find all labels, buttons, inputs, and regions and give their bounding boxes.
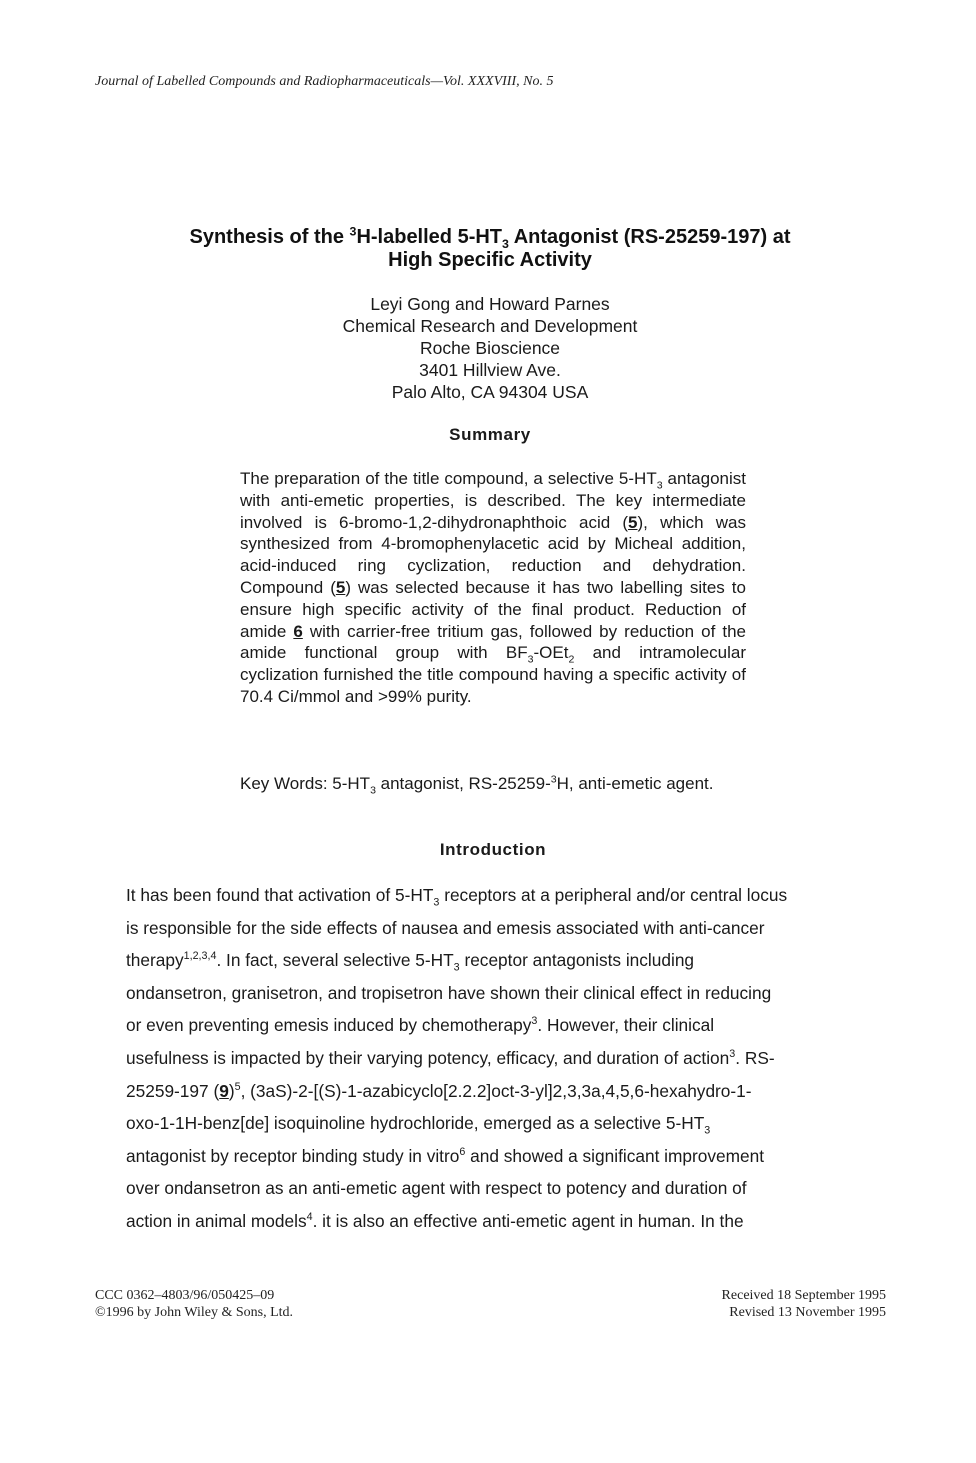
compound-ref: 5: [628, 512, 638, 532]
paper-title: [110, 226, 870, 272]
intro-line: 25259-197 $(9)^5$, (3aS)-2-[(S)-1-azabicyclo[2.2.2]oct-3-yl]2,3,3a,4,5,6-hexahydro-1-: [126, 1080, 752, 1101]
author-block: [290, 293, 690, 403]
journal-header: Journal of Labelled Compounds and Radiopharmaceuticals—Vol. XXXVIII, No. 5: [95, 74, 554, 89]
summary-heading: Summary: [449, 425, 531, 444]
intro-line: therapy$^{1,2,3,4}$. In fact, several selective $5-HT_3$ receptor antagonists including: [126, 950, 695, 974]
compound-ref: 5: [335, 577, 346, 597]
title-text-1: Synthesis of the: [189, 226, 350, 248]
compound-ref: 6: [293, 621, 303, 641]
received-date: Received 18 September 1995: [721, 1288, 886, 1303]
ccc-code: CCC 0362–4803/96/050425–09: [95, 1288, 275, 1303]
title-subscript: 3: [502, 237, 509, 251]
intro-line: usefulness is impacted by their varying potency, efficacy, and duration of action$^3$. RS-: [126, 1047, 775, 1068]
title-text-2: H-labelled 5-HT: [356, 226, 503, 248]
author-names: Leyi Gong and Howard Parnes: [370, 294, 610, 314]
intro-line: or even preventing emesis induced by chemotherapy$^3$. However, their clinical: [126, 1015, 715, 1036]
footer-dates-block: [722, 1287, 886, 1321]
compound-ref: 9: [219, 1080, 229, 1101]
affiliation-line: Palo Alto, CA 94304 USA: [391, 382, 589, 402]
revised-date: Revised 13 November 1995: [729, 1305, 886, 1320]
intro-line: ondansetron, granisetron, and tropisetron have shown their clinical effect in reducing: [126, 982, 772, 1003]
affiliation-line: Roche Bioscience: [419, 338, 561, 358]
introduction-heading: Introduction: [439, 840, 547, 859]
affiliation-line: 3401 Hillview Ave.: [419, 360, 561, 380]
title-line-1: [110, 226, 870, 249]
key-words: Key Words: $5-HT_3$ antagonist, RS-25259-$^3$H, anti-emetic agent.: [240, 773, 714, 797]
intro-line: oxo-1-1H-benz[de] isoquinoline hydrochloride, emerged as a selective $5-HT_3$: [126, 1113, 711, 1137]
intro-line: is responsible for the side effects of nausea and emesis associated with anti-cancer: [126, 917, 765, 938]
intro-line: antagonist by receptor binding study in vitro$^6$ and showed a significant improvement: [126, 1145, 765, 1166]
summary-paragraph: The preparation of the title compound, a selective $5-HT_3$ antagonist with anti-emetic properties, is described. The key intermediate involved is 6-bromo-1,2-dihydronaphthoic acid (5), which was synthesized from 4-bromophenylacetic acid by Micheal addition, acid-induced ring cyclization, reduction and dehydration. Compound (5) was selected because it has two labelling sites to ensure high specific activity of the final product. Reduction of amide 6 with carrier-free tritium gas, followed by reduction of the amide functional group with $BF_3-OEt_2$ and intramolecular cyclization furnished the title compound having a specific activity of 70.4 Ci/mmol and >99% purity.: [240, 469, 747, 706]
intro-line: It has been found that activation of $5-HT_3$ receptors at a peripheral and/or central locus: [126, 885, 788, 909]
title-superscript: 3: [349, 224, 357, 239]
affiliation-line: Chemical Research and Development: [342, 316, 638, 336]
intro-line: over ondansetron as an anti-emetic agent with respect to potency and duration of: [126, 1178, 747, 1199]
intro-line: action in animal models$^4$. it is also an effective anti-emetic agent in human. In the: [126, 1210, 744, 1231]
introduction-paragraph: [126, 879, 866, 1238]
title-line-2: High Specific Activity: [388, 249, 592, 271]
copyright-notice: ©1996 by John Wiley & Sons, Ltd.: [95, 1305, 294, 1320]
footer-copyright-block: [95, 1287, 293, 1321]
title-text-3: Antagonist (RS-25259-197) at: [508, 226, 791, 248]
